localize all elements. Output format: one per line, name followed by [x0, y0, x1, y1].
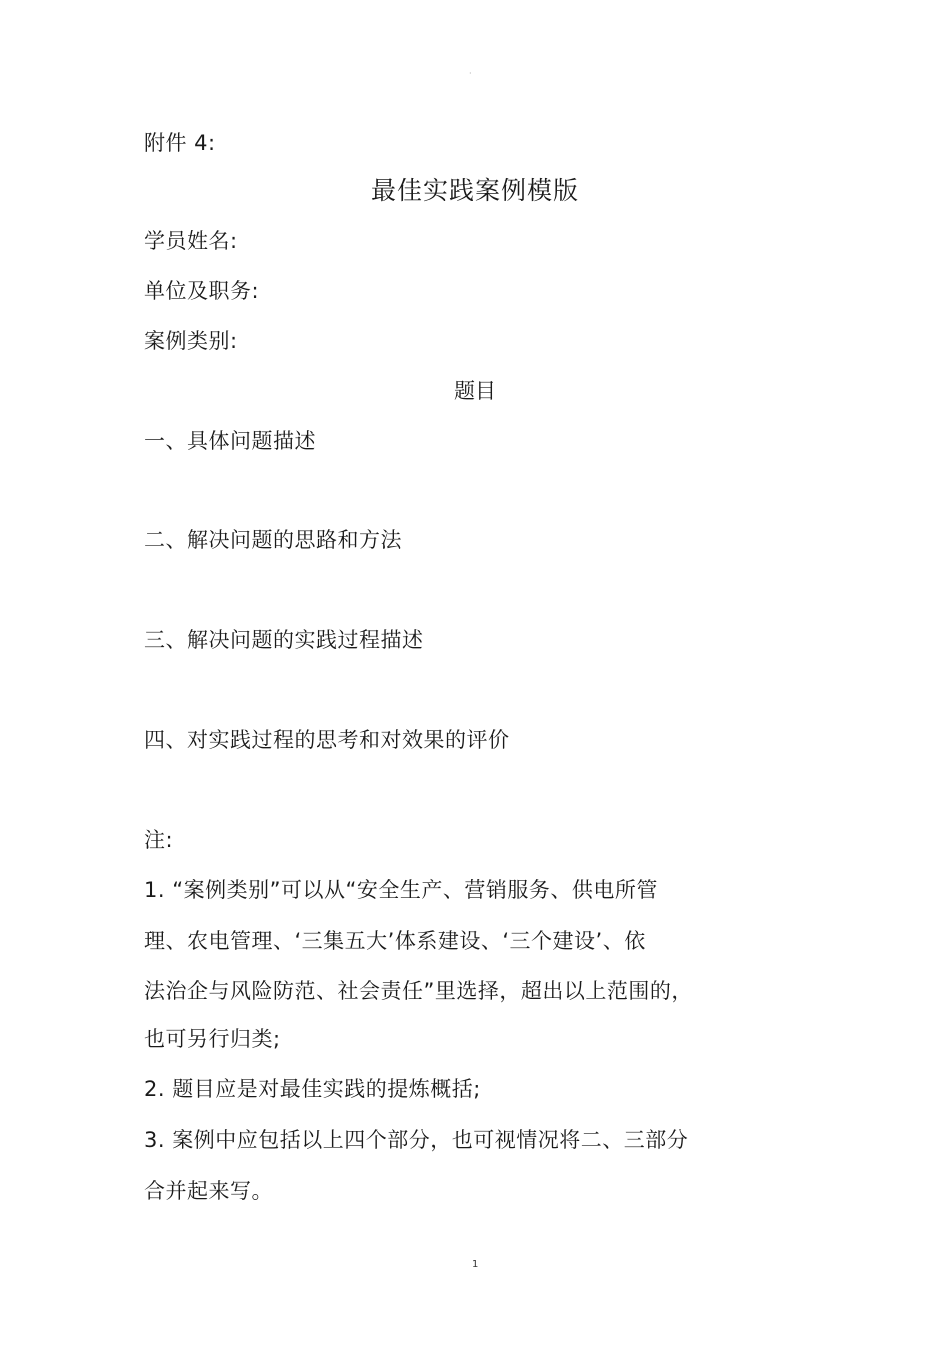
section-heading-1: 一、具体问题描述 [144, 429, 316, 453]
section-heading-2: 二、解决问题的思路和方法 [144, 528, 402, 552]
attachment-label: 附件 4: [144, 131, 216, 155]
field-case-category: 案例类别: [144, 329, 238, 353]
note-line: 法治企与风险防范、社会责任”里选择，超出以上范围的， [144, 979, 693, 1003]
notes-heading: 注: [144, 828, 174, 852]
section-heading-4: 四、对实践过程的思考和对效果的评价 [144, 728, 510, 752]
note-line: 理、农电管理、‘三集五大’体系建设、‘三个建设’、依 [144, 929, 646, 953]
note-line: 也可另行归类; [144, 1027, 281, 1051]
note-line: 合并起来写。 [144, 1179, 273, 1203]
page-number: 1 [472, 1259, 479, 1270]
field-unit-position: 单位及职务: [144, 279, 260, 303]
note-line: 2. 题目应是对最佳实践的提炼概括; [144, 1077, 481, 1101]
header-mark: · [469, 69, 472, 78]
subject-heading: 题目 [454, 379, 496, 403]
document-title: 最佳实践案例模版 [370, 176, 579, 205]
field-student-name: 学员姓名: [144, 229, 238, 253]
note-line: 3. 案例中应包括以上四个部分，也可视情况将二、三部分 [144, 1128, 689, 1152]
note-line: 1. “案例类别”可以从“安全生产、营销服务、供电所管 [144, 878, 658, 902]
section-heading-3: 三、解决问题的实践过程描述 [144, 628, 424, 652]
